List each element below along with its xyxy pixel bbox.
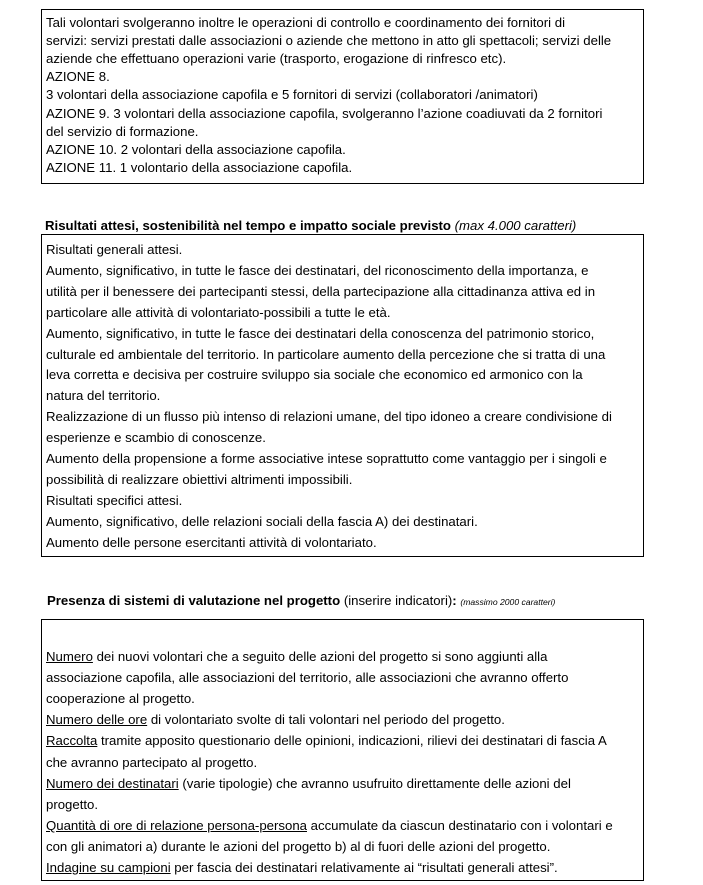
indicator-line (46, 798, 98, 811)
text-line: Aumento della propensione a forme associative intese soprattutto come vantaggio per i singoli e (46, 451, 607, 466)
evaluation-heading-colon: : (452, 593, 457, 608)
evaluation-heading-title: Presenza di sistemi di valutazione nel progetto (47, 593, 341, 608)
text-line: servizi: servizi prestati dalle associazioni o aziende che mettono in atto gli spettacoli; servizi delle (46, 33, 612, 49)
section1-text (46, 10, 641, 180)
text-line: Aumento, significativo, delle relazioni sociali della fascia A) dei destinatari. (46, 513, 478, 529)
indicator-line (46, 756, 257, 769)
text-line: Risultati specifici attesi. (46, 492, 183, 508)
indicator-term: Indagine su campioni (46, 860, 171, 875)
indicator-line (46, 819, 613, 832)
indicator-text: dei nuovi volontari che a seguito delle azioni del progetto si sono aggiunti alla (92, 649, 548, 664)
indicator-line (46, 840, 550, 853)
indicator-text: di volontariato svolte di tali volontari nel periodo del progetto. (147, 712, 505, 728)
text-line: Aumento, significativo, in tutte le fasce dei destinatari, del riconoscimento della importanza, e (46, 262, 589, 278)
results-heading-note: (max 4.000 caratteri) (454, 218, 577, 233)
text-line: aziende che effettuano operazioni varie (trasporto, erogazione di rinfresco etc). (46, 51, 507, 67)
evaluation-heading-note: (massimo 2000 caratteri) (460, 597, 556, 607)
text-line: Tali volontari svolgeranno inoltre le operazioni di controllo e coordinamento dei fornitori di (46, 15, 565, 30)
indicator-line (46, 777, 571, 790)
text-line: leva corretta e decisiva per costruire sviluppo sia sociale che economico ed armonico con la (46, 367, 583, 383)
indicator-line (46, 671, 568, 684)
evaluation-heading (47, 594, 555, 607)
indicator-text: con gli animatori a) durante le azioni del progetto b) al di fuori delle azioni del progetto. (46, 838, 551, 854)
text-line: Aumento, significativo, in tutte le fasce dei destinatari della conoscenza del patrimonio storico, (46, 325, 595, 341)
text-line: Aumento delle persone esercitanti attività di volontariato. (46, 534, 377, 550)
section1-box (41, 9, 644, 184)
indicator-term: Numero (46, 649, 93, 664)
indicator-term: Quantità di ore di relazione persona-persona (46, 817, 307, 833)
text-line: AZIONE 10. 2 volontari della associazione capofila. (46, 141, 346, 157)
indicator-term: Raccolta (46, 733, 98, 749)
indicator-text: che avranno partecipato al progetto. (46, 754, 258, 770)
text-line: esperienze e scambio di conoscenze. (46, 430, 266, 446)
indicator-term: Numero delle ore (46, 712, 148, 728)
text-line: natura del territorio. (46, 388, 161, 404)
section3-text (46, 620, 641, 878)
indicator-term: Numero dei destinatari (46, 775, 179, 791)
results-heading (45, 219, 576, 232)
indicator-text: progetto. (46, 796, 99, 812)
text-line: culturale ed ambientale del territorio. In particolare aumento della percezione che si tratta di una (46, 346, 606, 362)
section2-text (46, 235, 641, 553)
results-heading-title: Risultati attesi, sostenibilità nel tempo e impatto sociale previsto (45, 218, 451, 233)
indicator-text: (varie tipologie) che avranno usufruito direttamente delle azioni del (178, 775, 571, 791)
text-line: del servizio di formazione. (46, 123, 199, 139)
section3-box (41, 619, 644, 881)
indicator-line (46, 650, 547, 663)
text-line: AZIONE 9. 3 volontari della associazione capofila, svolgeranno l’azione coadiuvati da 2 fornitori (46, 105, 603, 121)
text-line: 3 volontari della associazione capofila e 5 fornitori di servizi (collaboratori /animatori) (46, 87, 538, 103)
text-line: AZIONE 8. (46, 69, 110, 85)
indicator-text: accumulate da ciascun destinatario con i volontari e (306, 817, 613, 833)
text-line: possibilità di realizzare obiettivi altrimenti impossibili. (46, 471, 353, 487)
indicator-line (46, 692, 195, 705)
indicator-text: tramite apposito questionario delle opinioni, indicazioni, rilievi dei destinatari di fascia A (97, 733, 607, 749)
section2-box (41, 234, 644, 557)
indicator-text: per fascia dei destinatari relativamente ai “risultati generali attesi”. (170, 860, 558, 875)
indicator-line (46, 734, 607, 747)
evaluation-heading-paren: (inserire indicatori) (343, 593, 453, 608)
indicator-text: cooperazione al progetto. (46, 691, 195, 707)
indicator-line (46, 861, 558, 874)
text-line: utilità per il benessere dei partecipanti stessi, della partecipazione alla cittadinanza attiva ed in (46, 283, 596, 299)
indicator-line (46, 713, 505, 726)
indicator-text: associazione capofila, alle associazioni del territorio, alle associazioni che avranno offerto (46, 670, 569, 686)
text-line: particolare alle attività di volontariato-possibili a tutte le età. (46, 304, 391, 320)
text-line: Realizzazione di un flusso più intenso di relazioni umane, del tipo idoneo a creare condivisione di (46, 409, 612, 425)
text-line: Risultati generali attesi. (46, 242, 183, 257)
text-line: AZIONE 11. 1 volontario della associazione capofila. (46, 159, 353, 175)
